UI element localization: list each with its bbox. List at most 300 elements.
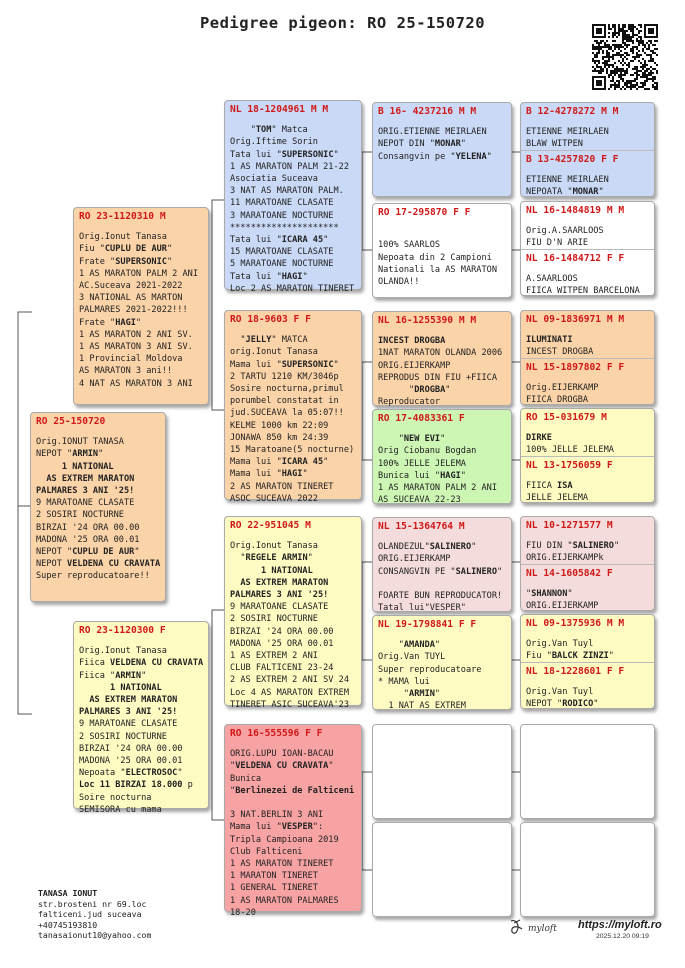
text: ********************* [230, 222, 339, 233]
pedigree-line [378, 590, 506, 602]
pedigree-line [526, 186, 649, 198]
text: BIRZAI '24 ORA 00.00 [79, 743, 183, 754]
pedigree-line [230, 407, 356, 419]
bold-text: JELLY [245, 335, 272, 346]
pedigree-line [378, 264, 506, 276]
text: 1 NAT AS EXTREM [378, 701, 466, 712]
text: KELME 1000 km 22:09 [230, 420, 329, 431]
text: " [141, 670, 147, 681]
text: * MAMA lui [378, 676, 430, 687]
text: 2 SOSIRI NOCTURNE [36, 510, 124, 521]
text: Loc 2 AS MARATON TINERET [230, 283, 355, 294]
text: " [333, 149, 339, 160]
pedigree-line [378, 602, 506, 614]
pedigree-line [526, 126, 649, 138]
text: Nepoata din 2 Campioni [378, 252, 492, 263]
pigeon-section [521, 517, 654, 564]
text: " [434, 689, 441, 700]
ring-number: NL 13-1756059 F [526, 459, 613, 471]
pigeon-card-pair-dsdd[interactable] [520, 614, 655, 709]
pigeon-section [225, 101, 361, 294]
pedigree-line [230, 258, 356, 270]
ring-number: RO 15-031679 M [526, 412, 607, 423]
text: " [177, 768, 183, 779]
text: Frate " [79, 317, 116, 328]
text: 9 MARATOANE CLASATE [230, 602, 329, 613]
pedigree-line [378, 700, 506, 712]
text: Orig Ciobanu Bogdan [378, 446, 477, 457]
text: Orig.Iftime Sorin [230, 137, 318, 148]
ring-number: NL 09-1375936 M M [526, 618, 625, 629]
text: Orig.A.SAARLOOS [526, 226, 604, 237]
text: 100% JELLE JELEMA [378, 458, 466, 469]
pedigree-line [378, 578, 506, 590]
pedigree-line [230, 383, 356, 395]
pedigree-line [79, 304, 203, 316]
text: " [460, 139, 466, 150]
pigeon-card-sdd[interactable] [372, 409, 512, 504]
bold-text: ILUMINATI [526, 335, 573, 346]
text: MADONA '25 ORA 00.01 [79, 756, 183, 767]
text [230, 798, 235, 808]
ring-number: B 12-4278272 M M [526, 106, 619, 117]
pigeon-section [521, 150, 654, 197]
text: 2 SOSIRI NOCTURNE [230, 614, 318, 625]
pedigree-line [36, 461, 160, 473]
pigeon-card-pair-ssdd[interactable] [520, 201, 655, 296]
logo-text: myloft [528, 924, 557, 934]
pedigree-line [378, 541, 506, 553]
pedigree-line [36, 509, 160, 521]
pedigree-line [378, 553, 506, 565]
bold-text: VELDENA CU CRAVATA [67, 559, 161, 570]
text: ": [312, 822, 324, 833]
text: 1 AS MARATON 2 ANI SV. [79, 329, 193, 340]
pedigree-line [79, 378, 203, 390]
text: Orig.Van TUYL [378, 652, 446, 663]
text: 1 MARATON TINERET [230, 871, 318, 882]
pedigree-line [526, 382, 649, 394]
text: ORIG.EIJERKAMP [378, 360, 451, 371]
text: MADONA '25 ORA 00.01 [230, 638, 334, 649]
text: " [378, 640, 404, 651]
ring-number: NL 14-1605842 F [526, 567, 613, 579]
ring-number: RO 17-295870 F F [378, 207, 471, 218]
myloft-logo-icon [508, 917, 566, 937]
pigeon-card-pair-dsss[interactable] [520, 516, 655, 611]
pedigree-line [230, 846, 356, 858]
pigeon-card-empty [520, 822, 655, 917]
pedigree-line [230, 907, 356, 919]
owner-block [38, 888, 151, 941]
pedigree-line [378, 651, 506, 663]
bold-text: HAGI [281, 469, 303, 480]
pigeon-section [521, 615, 654, 662]
pigeon-card-sss[interactable] [372, 102, 512, 197]
ring-number: NL 16-1484819 M M [526, 205, 625, 216]
pigeon-card-ssd[interactable] [372, 203, 512, 298]
pigeon-section [373, 312, 511, 408]
text: Orig.EIJERKAMP [526, 382, 599, 393]
ring-number: NL 10-1271577 M [526, 520, 613, 531]
pedigree-line [378, 566, 506, 578]
pigeon-card-pair-ssss[interactable] [520, 102, 655, 197]
pedigree-line [36, 497, 160, 509]
text: Tata lui " [230, 271, 282, 282]
pedigree-line [526, 394, 649, 406]
text: FIU D'N ARIE [526, 238, 589, 249]
pedigree-line [378, 372, 506, 384]
pigeon-card-pair-sddd[interactable] [520, 408, 655, 503]
text: " [486, 151, 492, 162]
pedigree-line [230, 444, 356, 456]
text: ORIG.EIJERKAMP [378, 554, 451, 565]
bold-text: SUPERSONIC [281, 149, 334, 160]
text: Fiica " [79, 670, 116, 681]
text: 4 NAT AS MARATON 3 ANI [79, 378, 193, 389]
pedigree-line [230, 773, 356, 785]
pigeon-section [521, 311, 654, 358]
pedigree-line [378, 276, 506, 288]
ring-number: NL 09-1836971 M M [526, 314, 625, 325]
pedigree-line [230, 589, 356, 601]
bold-text: YELENA [455, 151, 487, 162]
text: Orig.Ionut Tanasa [79, 646, 167, 657]
pedigree-line [230, 395, 356, 407]
pedigree-line [230, 540, 356, 552]
bold-text: DIRKE [526, 433, 552, 444]
text: 1 AS MARATON PALM 2 ANI [378, 483, 497, 494]
pigeon-section [521, 202, 654, 249]
text: Bunica lui " [378, 470, 441, 481]
text: " MATCA [271, 335, 308, 346]
text: " [497, 566, 503, 577]
pigeon-card-dam[interactable] [73, 621, 209, 815]
text: Mama lui " [230, 469, 282, 480]
bold-text: SUPERSONIC [115, 256, 167, 267]
pedigree-line [230, 185, 356, 197]
text: NEPOATA " [526, 186, 573, 197]
text: " [328, 761, 334, 772]
pedigree-line [79, 755, 203, 767]
pigeon-section [373, 103, 511, 196]
bold-text: HAGI [115, 317, 136, 328]
pedigree-line [378, 445, 506, 457]
text: " [230, 125, 256, 136]
text: NEPOT " [526, 698, 563, 709]
text: " [593, 698, 599, 709]
pedigree-line [230, 197, 356, 209]
pedigree-line [79, 706, 203, 718]
pedigree-line [79, 731, 203, 743]
pigeon-card-sire[interactable] [73, 207, 209, 405]
pedigree-line [378, 676, 506, 688]
ring-number: NL 15-1897802 F F [526, 361, 625, 373]
pedigree-line [526, 588, 649, 600]
pigeon-section [373, 616, 511, 712]
ring-number: RO 16-555596 F F [230, 728, 323, 739]
bold-text: PALMARES 3 ANI '25! [79, 707, 178, 718]
text: Orig.IONUT TANASA [36, 437, 124, 448]
pedigree-line [79, 792, 203, 804]
pedigree-line [230, 785, 356, 797]
ring-number: RO 23-1120300 F [79, 625, 166, 636]
text: " [333, 359, 339, 370]
pedigree-line [230, 662, 356, 674]
text: 1NAT MARATON OLANDA 2006 [378, 348, 503, 359]
text: Tripla Campioana 2019 [230, 834, 339, 845]
pigeon-card-empty [372, 724, 512, 819]
bold-text: PALMARES 3 ANI '25! [36, 486, 135, 497]
text: Consangvin pe " [378, 151, 456, 162]
pedigree-line [230, 601, 356, 613]
ring-number: NL 16-1484712 F F [526, 252, 625, 264]
text: 3 MARATOANE NOCTURNE [230, 210, 334, 221]
text: TINERET ASIC SUCEAVA'23 [230, 699, 349, 710]
pedigree-line [230, 468, 356, 480]
text: " [135, 317, 142, 328]
pedigree-line [79, 779, 203, 791]
text: " [302, 469, 308, 480]
text: OLANDEZUL" [378, 542, 430, 553]
text: AS MARATON 3 ani!! [79, 366, 173, 377]
pigeon-section [225, 725, 361, 918]
pigeon-section [373, 518, 511, 614]
text: 3 NAT AS MARATON PALM. [230, 186, 344, 197]
text: JELLE JELEMA [526, 492, 589, 503]
pigeon-card-dss[interactable] [372, 517, 512, 612]
pedigree-line [79, 743, 203, 755]
text: " [445, 385, 451, 396]
text: INCEST DROGBA [526, 347, 594, 358]
bold-text: ARMIN [72, 449, 99, 460]
text: 1 AS MARATON 3 ANI SV. [79, 342, 193, 353]
text: ORIG.ETIENNE MEIRLAEN [378, 127, 487, 138]
pedigree-line [230, 821, 356, 833]
pedigree-line [230, 371, 356, 383]
pedigree-line [36, 570, 160, 582]
pedigree-line [230, 271, 356, 283]
pedigree-line [230, 481, 356, 493]
pedigree-line [230, 493, 356, 505]
pedigree-line [526, 334, 649, 346]
text: Tata lui " [230, 149, 282, 160]
text: " [166, 256, 173, 267]
pigeon-card-dam-sire[interactable] [224, 516, 362, 710]
text: " [471, 542, 477, 553]
bold-text: SHANNON [531, 588, 568, 599]
pedigree-line [36, 473, 160, 485]
text: Mama lui " [230, 457, 282, 468]
text: BLAW WITPEN [526, 139, 583, 150]
owner-email: tanasaionut10@yahoo.com [38, 930, 152, 940]
text: CLUB FALTICENI 23-24 [230, 663, 334, 674]
bold-text: DROGBA [414, 385, 446, 396]
text: 18-20 [230, 907, 256, 918]
pigeon-card-sds[interactable] [372, 311, 512, 406]
pigeon-card-empty [372, 822, 512, 917]
bold-text: CUPLU DE AUR [104, 244, 167, 255]
bold-text: ELECTROSOC [125, 768, 178, 779]
pedigree-line [230, 552, 356, 564]
pedigree-line [230, 124, 356, 136]
pigeon-section [373, 410, 511, 506]
pedigree-line [230, 246, 356, 258]
text: Bunica [230, 773, 262, 784]
pigeon-card-dsd[interactable] [372, 615, 512, 710]
pedigree-line [79, 670, 203, 682]
pedigree-line [79, 231, 203, 243]
text: " [567, 588, 573, 599]
pedigree-line [79, 280, 203, 292]
pedigree-line [526, 285, 649, 297]
footer-url-link[interactable]: https://myloft.ro [578, 919, 662, 931]
text: Fiica [79, 658, 111, 669]
text: ORIG.LUPU IOAN-BACAU [230, 749, 334, 760]
pigeon-card-sire-dam[interactable] [224, 310, 362, 504]
pedigree-line [36, 448, 160, 460]
pedigree-line [526, 480, 649, 492]
text: 2 SOSIRI NOCTURNE [79, 731, 167, 742]
text: 100% SAARLOS [378, 240, 441, 251]
pedigree-line [230, 359, 356, 371]
bold-text: ARMIN [409, 689, 435, 700]
text: orig.Ionut Tanasa [230, 347, 318, 358]
text: OLANDA!! [378, 277, 420, 288]
text: Mama lui " [230, 359, 282, 370]
pigeon-card-dam-dam[interactable] [224, 724, 362, 918]
pedigree-line [526, 432, 649, 444]
pedigree-line [230, 674, 356, 686]
bold-text: Berlinezei de Falticeni [235, 785, 355, 796]
text: 3 NATIONAL AS MARTON [79, 293, 183, 304]
bold-text: TOM [255, 125, 272, 136]
text: BIRZAI '24 ORA 00.00 [230, 626, 334, 637]
pedigree-line [526, 698, 649, 710]
pigeon-section [521, 564, 654, 611]
text: FIICA WITPEN BARCELONA [526, 285, 640, 296]
text: 9 MARATOANE CLASATE [36, 498, 135, 509]
text: " [598, 186, 604, 197]
ring-number: RO 25-150720 [36, 416, 106, 427]
bold-text: REGELE ARMIN [245, 553, 308, 564]
ring-number: NL 16-1255390 M M [378, 315, 477, 326]
text: ASOC SUCEAVA 2022 [230, 493, 318, 504]
pedigree-line [378, 138, 506, 150]
pigeon-section [225, 517, 361, 710]
pedigree-line [378, 639, 506, 651]
bold-text: NEW EVI [403, 434, 441, 445]
bold-text: HAGI [281, 271, 303, 282]
text: Super reproducatoare [378, 664, 482, 675]
owner-name: TANASA IONUT [38, 888, 98, 898]
text: " [230, 335, 246, 346]
ring-number: RO 18-9603 F F [230, 314, 311, 325]
pigeon-section [521, 409, 654, 456]
text: 2 AS EXTREM 2 ANI SV 24 [230, 675, 349, 686]
bold-text: PALMARES 3 ANI '25! [230, 590, 329, 601]
pigeon-section [521, 249, 654, 296]
pedigree-line [79, 365, 203, 377]
pedigree-line [230, 613, 356, 625]
text: " [323, 235, 329, 246]
pedigree-line [378, 151, 506, 163]
pedigree-line [230, 638, 356, 650]
text: " [613, 541, 620, 552]
pedigree-line [378, 384, 506, 396]
text: 1 Provincial Moldova [79, 354, 183, 365]
text: 15 Maratoane(5 nocturne) [230, 445, 355, 456]
text: porumbel constatat in [230, 396, 339, 407]
bold-text: AS EXTREM MARATON [230, 577, 329, 588]
text: " [378, 689, 410, 700]
bold-text: ARMIN [115, 670, 142, 681]
pigeon-card-sire-sire[interactable] [224, 100, 362, 294]
text: jud.SUCEAVA la 05:07!! [230, 408, 344, 419]
bold-text: CUPLU DE AUR [72, 547, 135, 558]
bold-text: HAGI [440, 470, 461, 481]
bold-text: 1 NATIONAL [36, 461, 114, 472]
bold-text: SALINERO [572, 541, 614, 552]
text: JONAWA 850 km 24:39 [230, 432, 329, 443]
owner-address: str.brosteni nr 69.loc [38, 898, 147, 909]
pigeon-card-pair-sdss[interactable] [520, 310, 655, 405]
bold-text: RODICO [562, 698, 594, 709]
pedigree-line [378, 458, 506, 470]
pedigree-line [79, 694, 203, 706]
text: Fiu " [79, 244, 105, 255]
bold-text: 1 NATIONAL [79, 682, 162, 693]
pedigree-line [230, 650, 356, 662]
text: 2 TARTU 1210 KM/3046p [230, 371, 339, 382]
text: p [182, 780, 193, 791]
pedigree-line [526, 225, 649, 237]
text: ETIENNE MEIRLAEN [526, 174, 609, 185]
bold-text: VELDENA CU CRAVATA [110, 658, 204, 669]
pedigree-line [230, 234, 356, 246]
text: 11 MARATOANE CLASATE [230, 198, 334, 209]
text: CONSANGVIN PE " [378, 566, 456, 577]
pigeon-card-main[interactable] [30, 412, 166, 602]
pedigree-line [79, 718, 203, 730]
text: 1 AS MARATON PALM 2 ANI [79, 268, 198, 279]
pedigree-line [230, 760, 356, 772]
text: ORIG.EIJERKAMPk [526, 553, 604, 564]
text: Loc 4 AS MARATON EXTREM [230, 687, 349, 698]
pedigree-line [230, 858, 356, 870]
text: Nepoata " [79, 768, 126, 779]
text: 5 MARATOANE NOCTURNE [230, 259, 334, 270]
text: Frate " [79, 256, 116, 267]
text: FIICA DROGBA [526, 394, 589, 405]
pedigree-line [230, 420, 356, 432]
pedigree-line [230, 797, 356, 809]
pedigree-line [230, 210, 356, 222]
pedigree-line [230, 870, 356, 882]
text: Nationali la AS MARATON [378, 264, 497, 275]
text: NEPOT DIN " [378, 139, 435, 150]
text: FOARTE BUN REPRODUCATOR! [378, 591, 503, 602]
bold-text: SALINERO [429, 542, 472, 553]
text: Reproducator [378, 397, 441, 408]
pedigree-line [79, 341, 203, 353]
bold-text: ICARA 45 [281, 235, 324, 246]
text: ETIENNE MEIRLAEN [526, 127, 609, 138]
pedigree-line [230, 149, 356, 161]
pedigree-line [79, 657, 203, 669]
pedigree-line [79, 682, 203, 694]
text: " [378, 385, 415, 396]
